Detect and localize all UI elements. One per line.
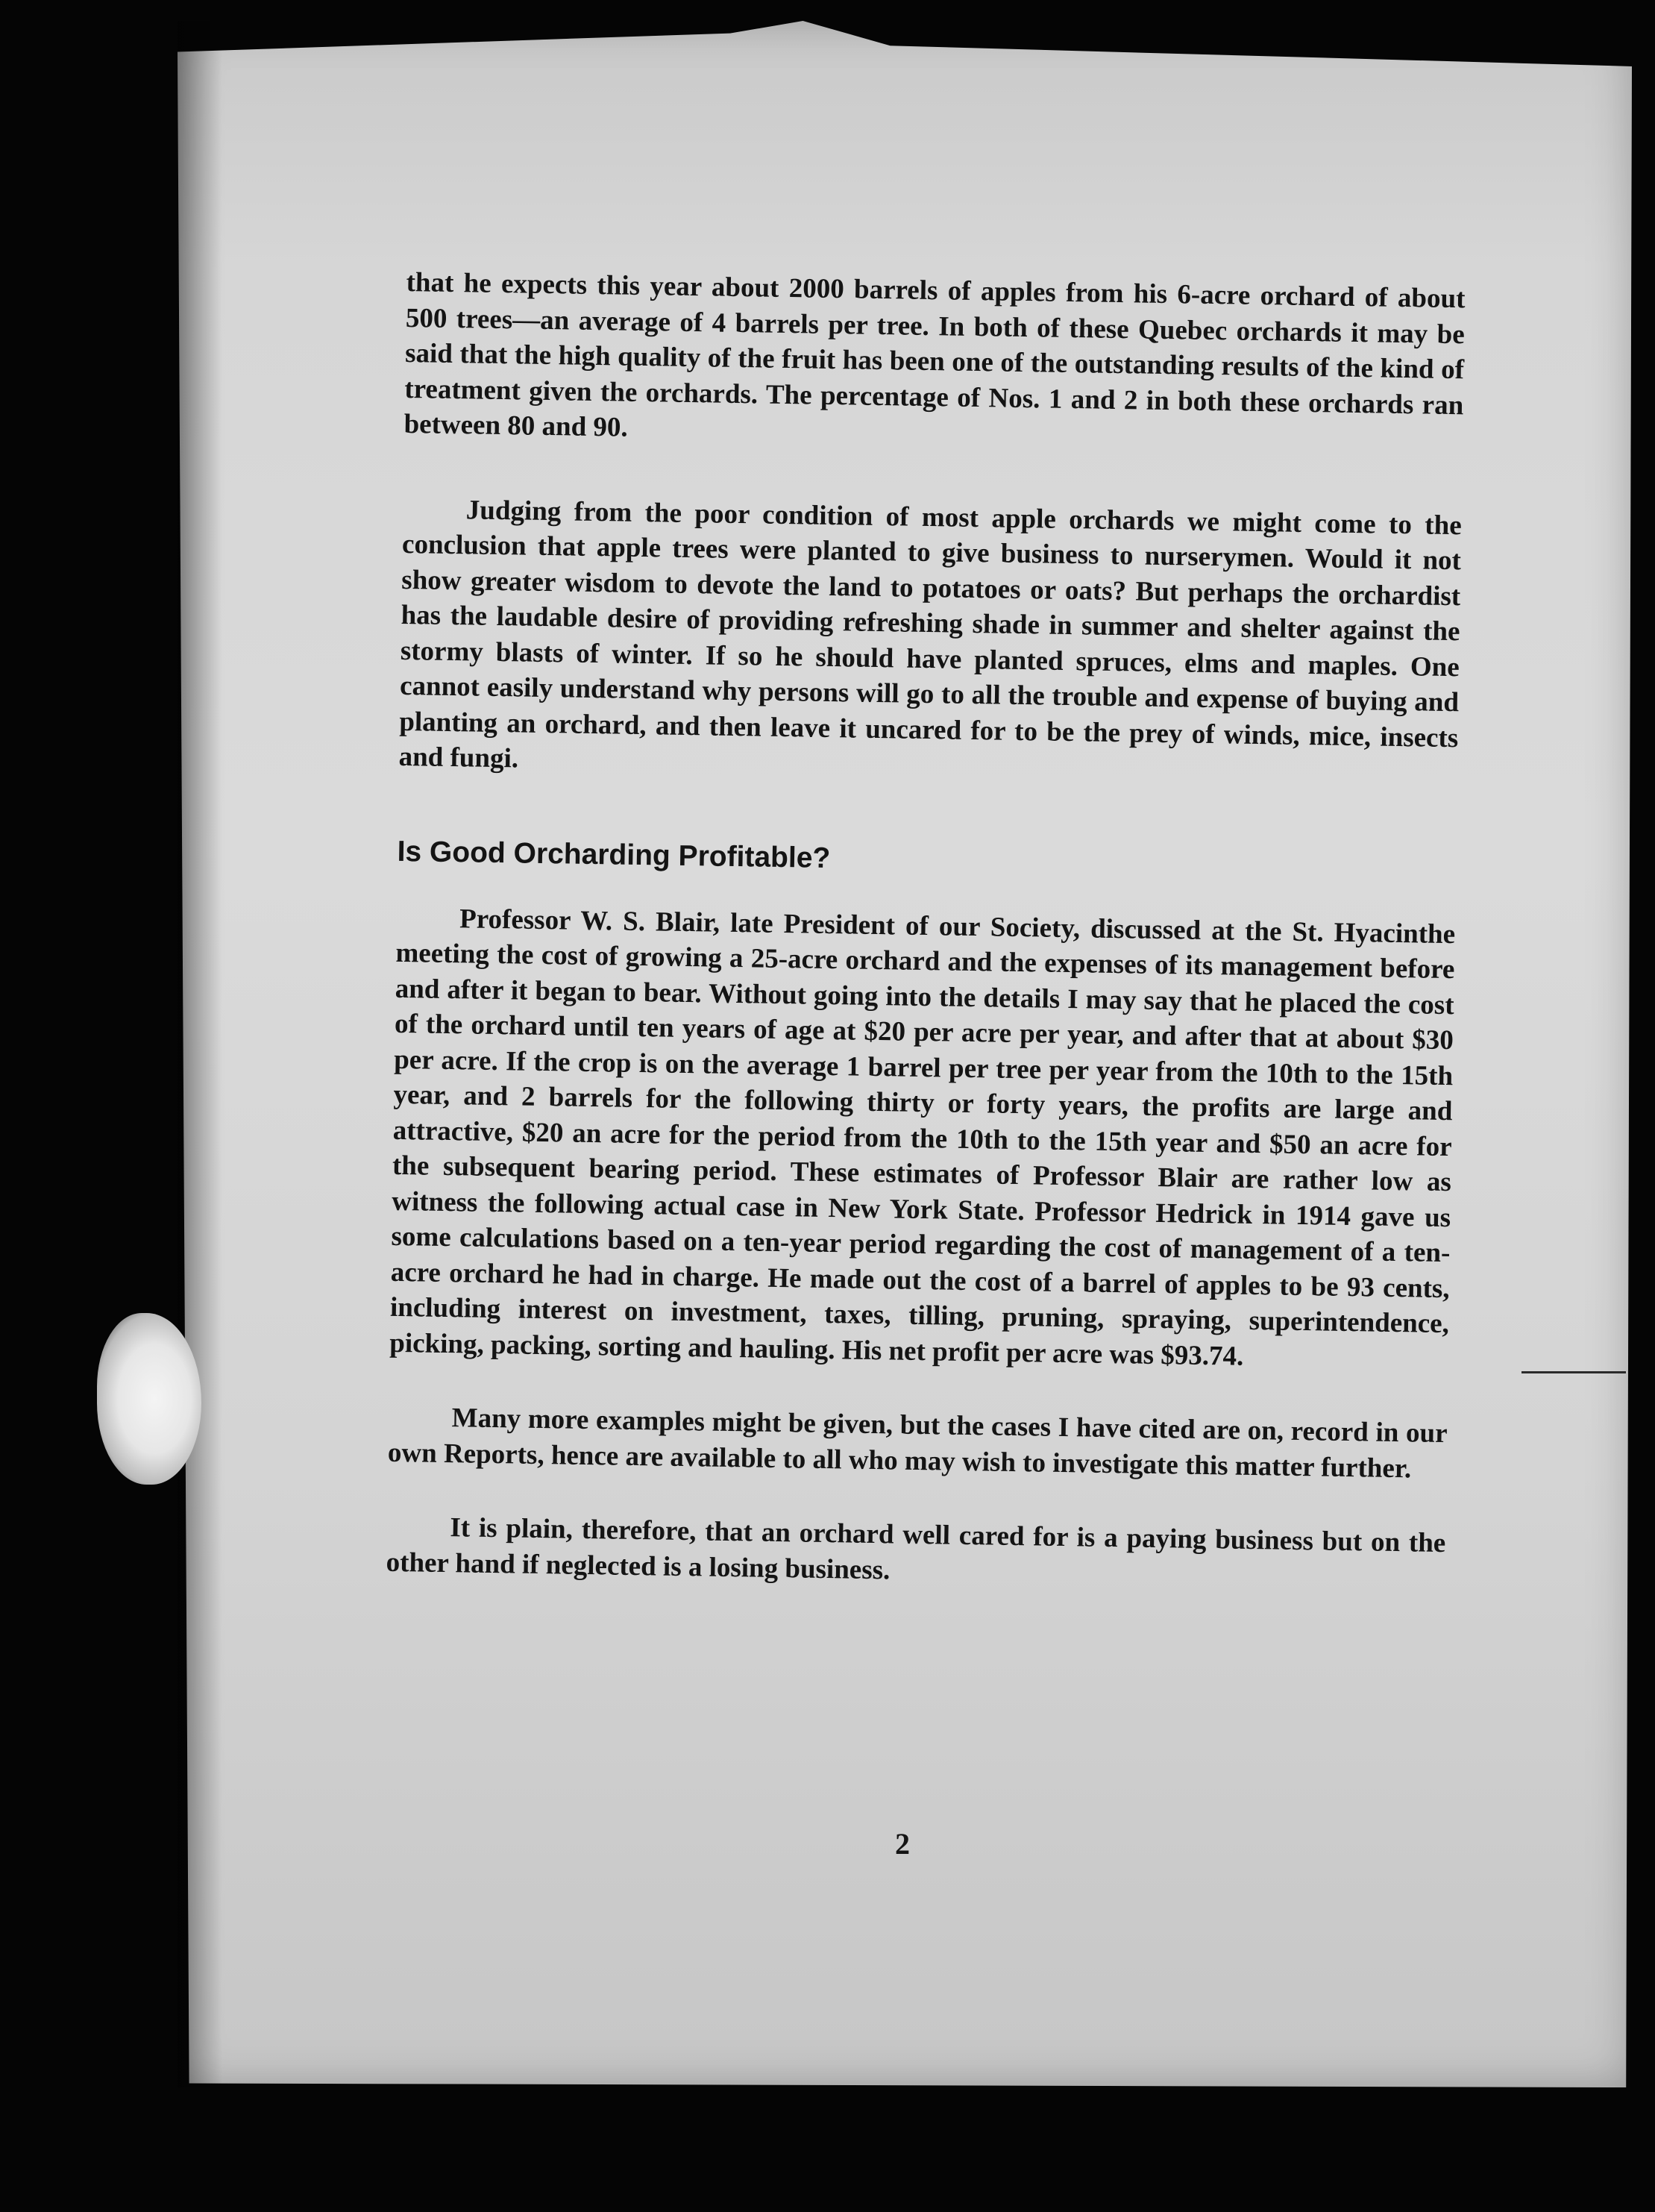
- body-text: [386, 265, 1466, 1597]
- section-heading: Is Good Orcharding Profitable?: [397, 835, 831, 874]
- paragraph-quebec-orchards: that he expects this year about 2000 barrels of apples from his 6-acre orchard of about 500 trees—an average of 4 barrels per tree. In both of these Quebec orchards it may be said that the high quality of the fruit has been one of the outstanding results of the kind of treatment given the orchards. The percentage of Nos. 1 and 2 in both these orchards ran between 80 and 90.: [403, 266, 1466, 443]
- page-edge-shadow: [178, 21, 222, 2087]
- paragraph-poor-condition: Judging from the poor condition of most apple orchards we might come to the conclusion that apple trees were planted to give business to nurserymen. Would it not show greater wisdom to devote the land to potatoes or oats? But perhaps the orchardist has the laudable desire of providing refreshing shade in summer and shelter against the stormy blasts of winter. If so he should have planted spruces, elms and maples. One cannot easily understand why persons will go to all the trouble and expense of buying and planting an orchard, and then leave it uncared for to be the prey of winds, mice, insects and fungi.: [398, 494, 1463, 774]
- paragraph-more-examples: Many more examples might be given, but the cases I have cited are on, record in our own Reports, hence are available to all who may wish to investigate this matter further.: [387, 1403, 1448, 1484]
- margin-pencil-mark: [1521, 1371, 1626, 1373]
- paragraph-conclusion: It is plain, therefore, that an orchard well cared for is a paying business but on the other hand if neglected is a losing business.: [386, 1512, 1446, 1585]
- paragraph-professor-blair: Professor W. S. Blair, late President of our Society, discussed at the St. Hyacinthe meeting the cost of growing a 25-acre orchard and the expenses of its management before and after it began to bear. Without going into the details I may say that he placed the cost of the orchard until ten years of age at $20 per acre per year, and after that at about $30 per acre. If the crop is on the average 1 barrel per tree per year from the 10th to the 15th year, and 2 barrels for the following thirty or forty years, the profits are large and attractive, $20 an acre for the period from the 10th to the 15th year and $50 an acre for the subsequent bearing period. These estimates of Professor Blair are rather low as witness the following actual case in New York State. Professor Hedrick in 1914 gave us some calculations based on a ten-year period regarding the cost of management of a ten-acre orchard he had in charge. He made out the cost of a barrel of apples to be 93 cents, including interest on investment, taxes, tilling, pruning, spraying, superintendence, picking, packing, sorting and hauling. His net profit per acre was $93.74.: [389, 903, 1456, 1372]
- page-number: 2: [895, 1827, 910, 1861]
